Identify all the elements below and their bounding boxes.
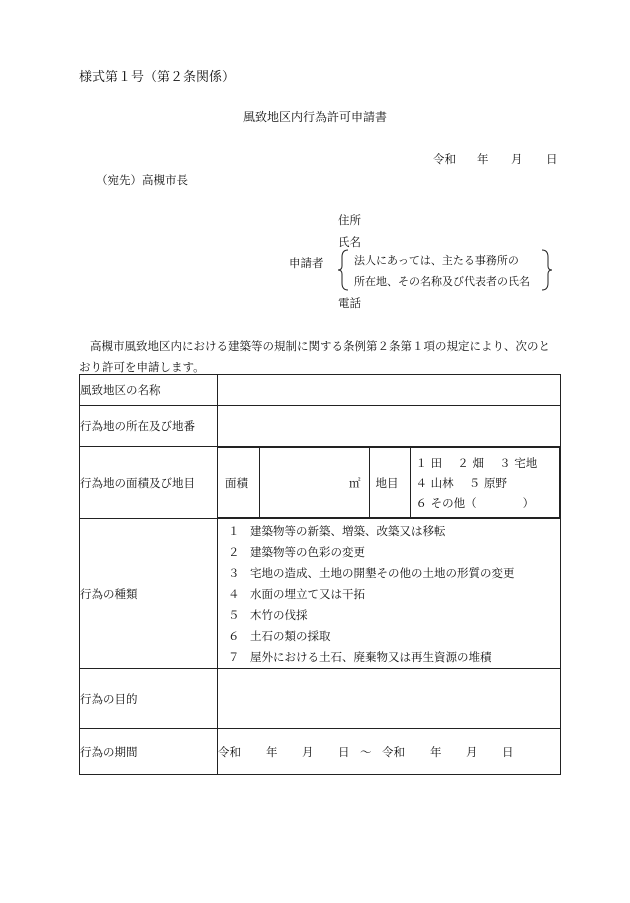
purpose-label: 行為の目的 [80,669,218,729]
period-end-month: 月 [466,744,478,759]
kind-text: 水面の埋立て又は干拓 [250,587,365,601]
kind-item-6[interactable] [228,626,560,647]
period-start-day: 日 [338,744,350,759]
kind-text: 宅地の造成、土地の開墾その他の土地の形質の変更 [250,566,515,580]
name-label: 氏名 [338,235,361,249]
addressee: （宛先）高槻市長 [96,173,188,187]
form-number: 様式第１号（第２条関係） [79,70,236,85]
area-field[interactable] [259,448,369,518]
kind-list [218,519,560,668]
kind-item-4[interactable] [228,584,560,605]
kind-item-1[interactable] [228,521,560,542]
area-sub-label: 面積 [218,448,259,518]
row-purpose [80,669,561,729]
phone-label: 電話 [338,296,361,310]
row-area [80,447,561,519]
period-end-day: 日 [502,744,514,759]
period-label: 行為の期間 [80,729,218,775]
corporate-note-line-2: 所在地、その名称及び代表者の氏名 [354,275,530,288]
land-type-line-3[interactable]: ６ その他（ ） [415,495,535,510]
area-label: 行為地の面積及び地目 [80,447,218,519]
kind-number: ３ [228,566,240,580]
date-year: 年 [477,152,489,166]
period-start-month: 月 [302,744,314,759]
corporate-note [338,249,552,291]
district-name-field[interactable] [218,375,561,406]
row-district-name [80,375,561,406]
period-start-year: 年 [266,744,278,759]
period-start-era: 令和 [218,744,241,759]
square-meter-unit: ㎡ [349,475,361,490]
kind-text: 木竹の伐採 [250,608,308,622]
kind-number: ６ [228,629,240,643]
address-label: 住所 [338,213,361,227]
kind-number: ７ [228,650,240,664]
kind-text: 屋外における土石、廃棄物又は再生資源の堆積 [250,650,492,664]
kind-text: 建築物等の新築、増築、改築又は移転 [250,524,446,538]
kind-text: 建築物等の色彩の変更 [250,545,365,559]
kind-item-7[interactable] [228,647,560,668]
purpose-field[interactable] [218,669,561,729]
land-type-label: 地目 [369,448,410,518]
application-table [79,374,561,775]
date-era: 令和 [433,152,456,166]
document-title: 風致地区内行為許可申請書 [242,110,387,124]
kind-item-2[interactable] [228,542,560,563]
application-statement: 高槻市風致地区内における建築等の規制に関する条例第２条第１項の規定により、次のとおり許可を申請します。 [79,339,550,374]
applicant-label: 申請者 [289,256,324,270]
date-month: 月 [511,152,523,166]
land-type-options [410,448,560,518]
land-type-line-1[interactable]: １ 田 ２ 畑 ３ 宅地 [415,455,538,470]
kind-text: 土石の類の採取 [250,629,331,643]
row-location [80,406,561,447]
kind-number: １ [228,524,240,538]
row-period [80,729,561,775]
kind-item-3[interactable] [228,563,560,584]
kind-number: ２ [228,545,240,559]
date-day: 日 [546,152,558,166]
area-subtable [218,447,560,518]
kind-number: ４ [228,587,240,601]
period-end-era: 令和 [382,744,405,759]
location-label: 行為地の所在及び地番 [80,406,218,447]
land-type-line-2[interactable]: ４ 山林 ５ 原野 [415,475,507,490]
period-field[interactable] [218,729,561,775]
corporate-note-line-1: 法人にあっては、主たる事務所の [354,254,519,267]
kind-item-5[interactable] [228,605,560,626]
location-field[interactable] [218,406,561,447]
period-end-year: 年 [430,744,442,759]
period-separator: ～ [360,744,372,759]
kind-label: 行為の種類 [80,519,218,669]
row-kind [80,519,561,669]
district-name-label: 風致地区の名称 [80,375,218,406]
kind-number: ５ [228,608,240,622]
